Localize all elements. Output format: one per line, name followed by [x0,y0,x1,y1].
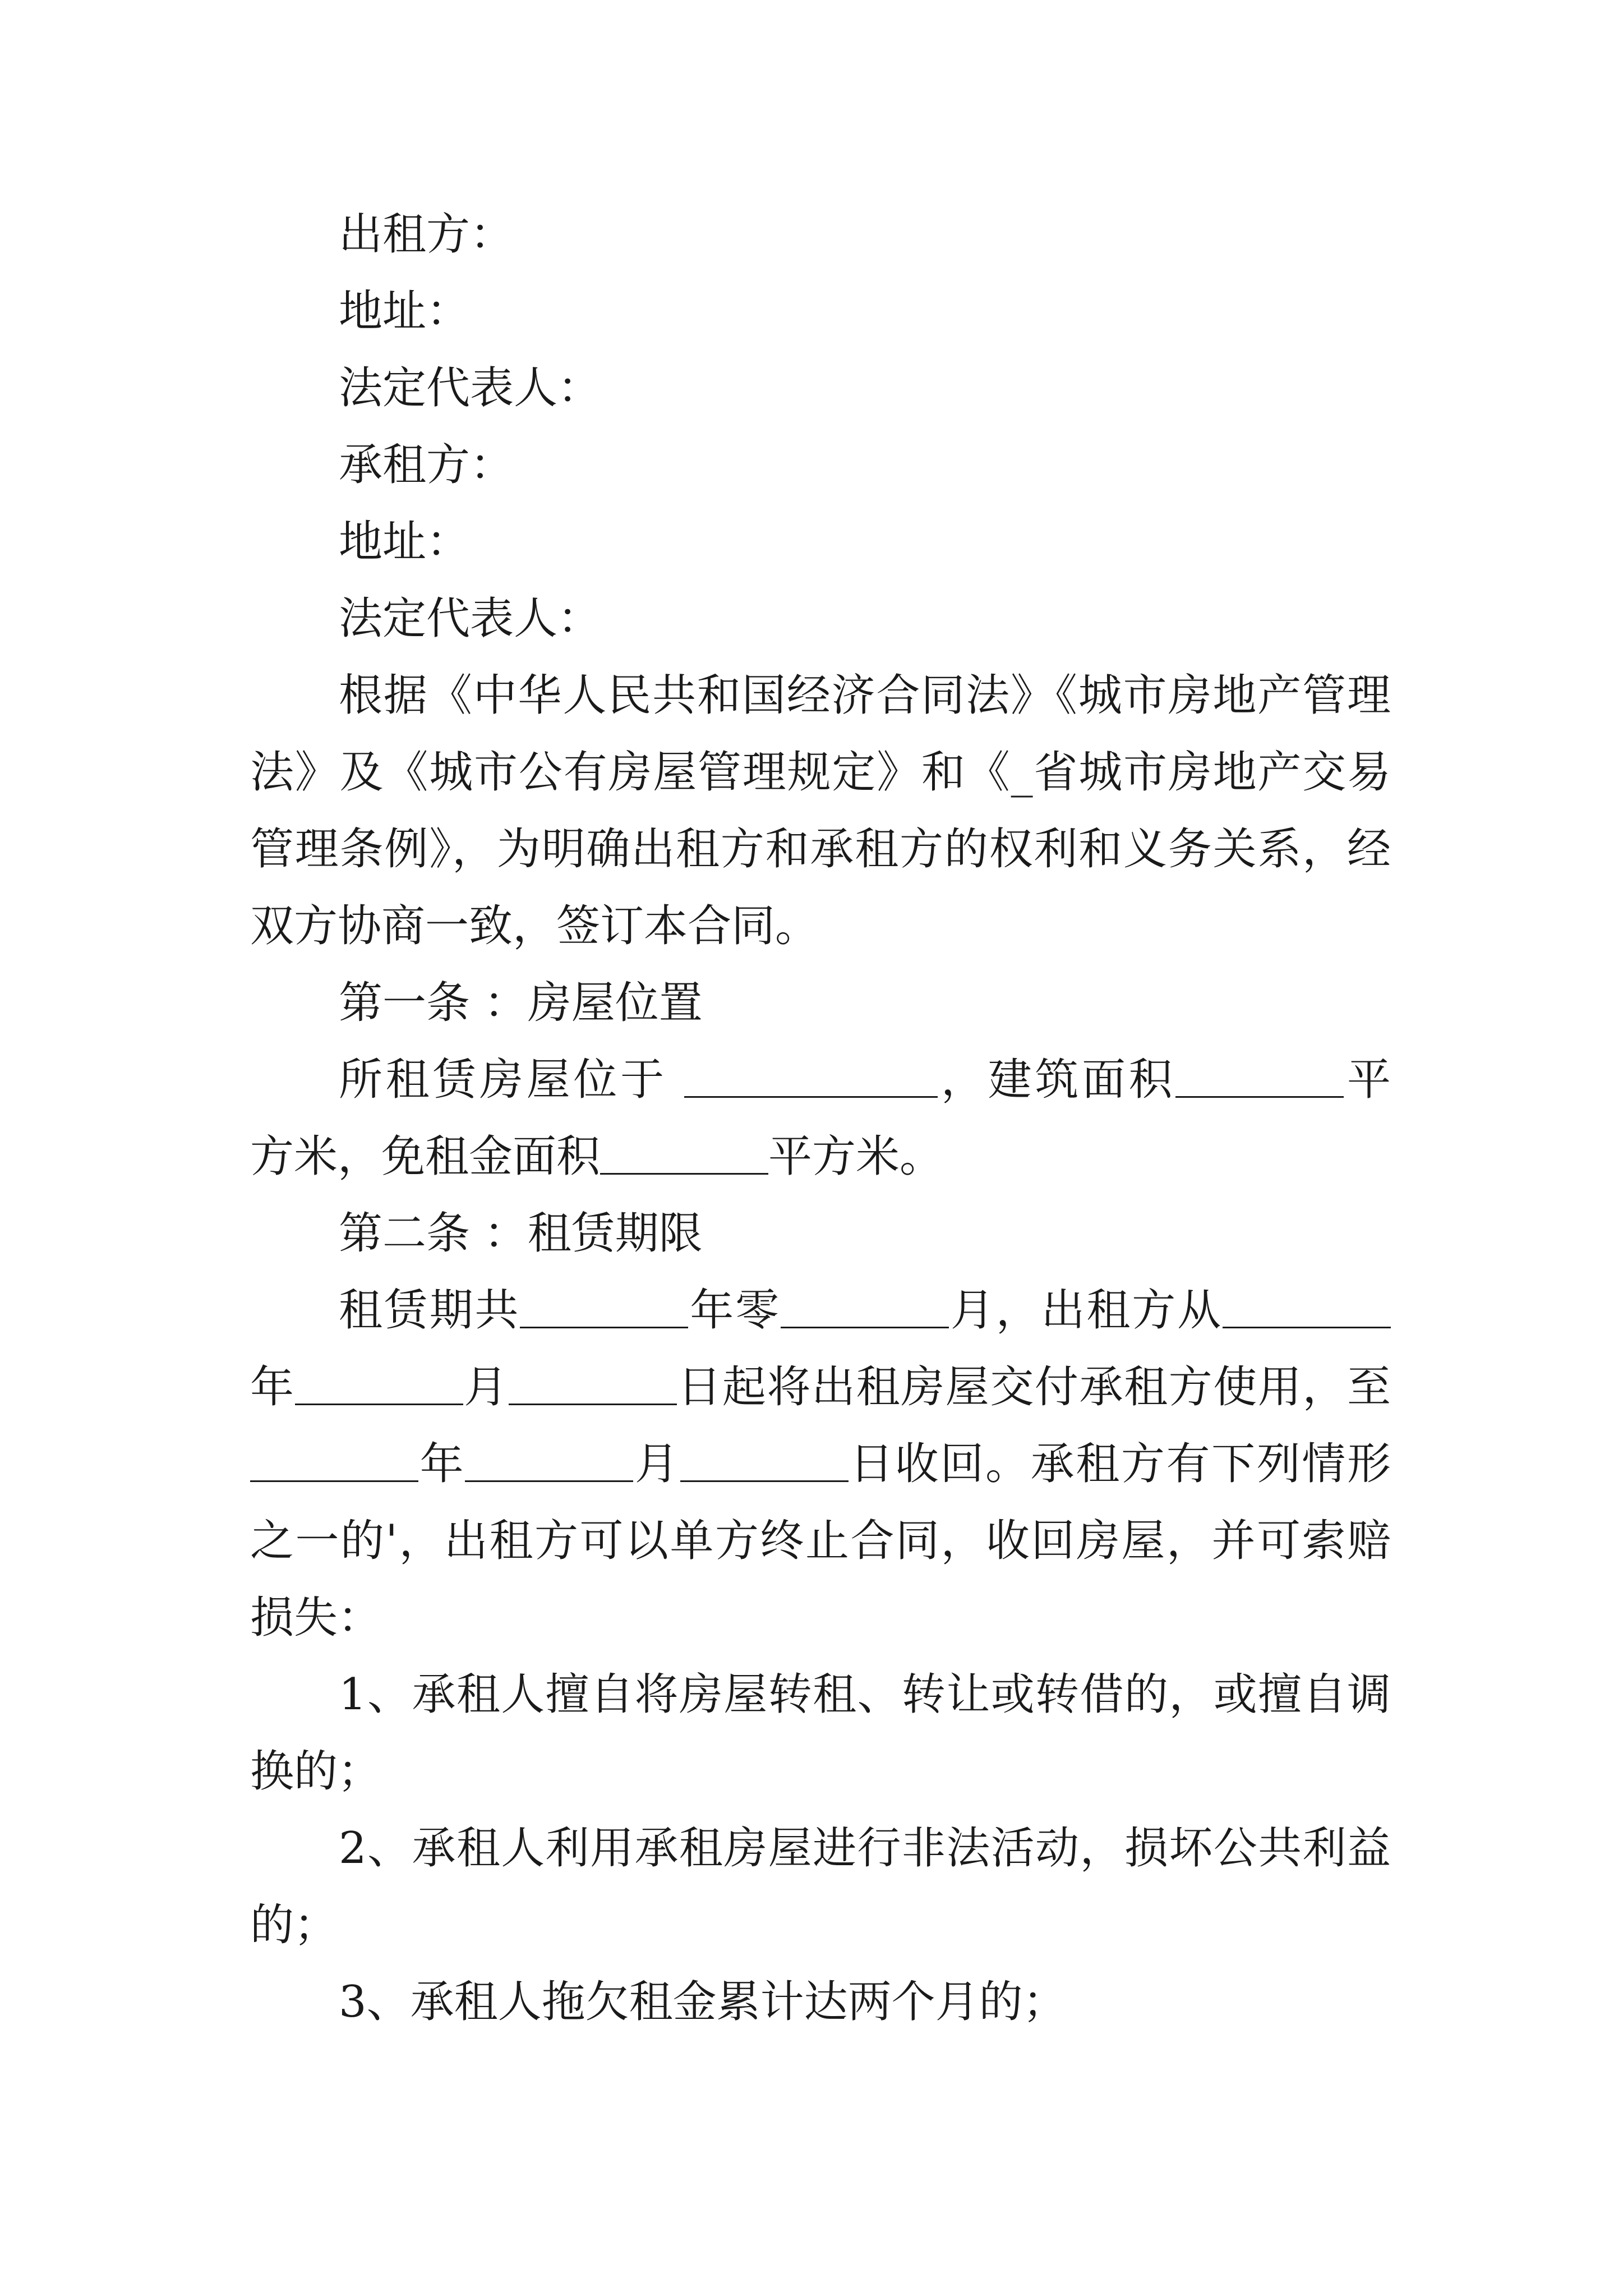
item-2-line-1: 2、承租人利用承租房屋进行非法活动，损坏公共利益 [339,1823,1391,1874]
article-2-text-e: 月 [463,1362,509,1412]
article-2-text-f: 日起将出租房屋交付承租方使用，至 [676,1362,1391,1412]
lessor-label: 出租方： [339,209,514,260]
lessor-address-label: 地址： [339,286,471,337]
preamble-line-4: 双方协商一致，签订本合同。 [250,901,819,951]
term-years-blank [520,1283,688,1328]
article-2-text-a: 租赁期共 [339,1285,520,1336]
article-2-line-3 [250,1426,1391,1503]
article-2-line-2 [250,1349,1391,1426]
article-2-title: 第二条 ：租赁期限 [339,1208,703,1259]
article-1-text-b: ，建筑面积 [938,1055,1176,1105]
item-1-line-2: 换的； [250,1746,382,1797]
item-2-line-2: 的； [250,1900,338,1950]
lessee-label: 承租方： [339,440,514,490]
lessor-representative-label: 法定代表人： [339,363,602,413]
article-2-line-4: 之一的'，出租方可以单方终止合同，收回房屋，并可索赔 [250,1516,1391,1566]
article-2-text-d: 年 [250,1362,295,1412]
start-day-blank [509,1360,677,1405]
location-blank [684,1052,938,1098]
article-1-line-1 [250,1042,1391,1119]
item-1-line-1: 1、承租人擅自将房屋转租、转让或转借的，或擅自调 [339,1669,1391,1720]
article-1-text-e: 平方米。 [768,1131,944,1182]
article-2-text-b: 年零 [688,1285,781,1336]
item-3-line-1: 3、承租人拖欠租金累计达两个月的； [339,1977,1067,2027]
article-1-line-2 [250,1119,1391,1195]
article-2-text-c: 月，出租方从 [948,1285,1223,1336]
rent-free-area-blank [600,1129,768,1175]
article-2-text-g: 年 [418,1439,465,1489]
preamble-line-1: 根据《中华人民共和国经济合同法》《城市房地产管理 [339,670,1391,721]
lessee-representative-label: 法定代表人： [339,593,602,644]
start-month-blank [295,1360,463,1405]
article-2-text-h: 月 [633,1439,680,1489]
lessee-address-label: 地址： [339,517,471,567]
start-year-blank [1223,1283,1391,1328]
article-2-text-i: 日收回。承租方有下列情形 [848,1439,1391,1489]
article-1-text-a: 所租赁房屋位于 [339,1055,685,1105]
preamble-line-3: 管理条例》，为明确出租方和承租方的权利和义务关系，经 [250,824,1391,875]
term-months-blank [781,1283,949,1328]
article-2-line-5: 损失： [250,1593,382,1643]
end-month-blank [465,1437,633,1482]
article-1-title: 第一条 ：房屋位置 [339,978,703,1028]
article-2-line-1 [250,1272,1391,1349]
end-year-blank [250,1437,418,1482]
article-1-text-d: 方米，免租金面积 [250,1131,601,1182]
contract-body [250,196,1391,2041]
building-area-blank [1175,1052,1344,1098]
end-day-blank [680,1437,849,1482]
article-1-text-c: 平 [1344,1055,1391,1105]
preamble-line-2: 法》及《城市公有房屋管理规定》和《_省城市房地产交易 [250,747,1391,798]
